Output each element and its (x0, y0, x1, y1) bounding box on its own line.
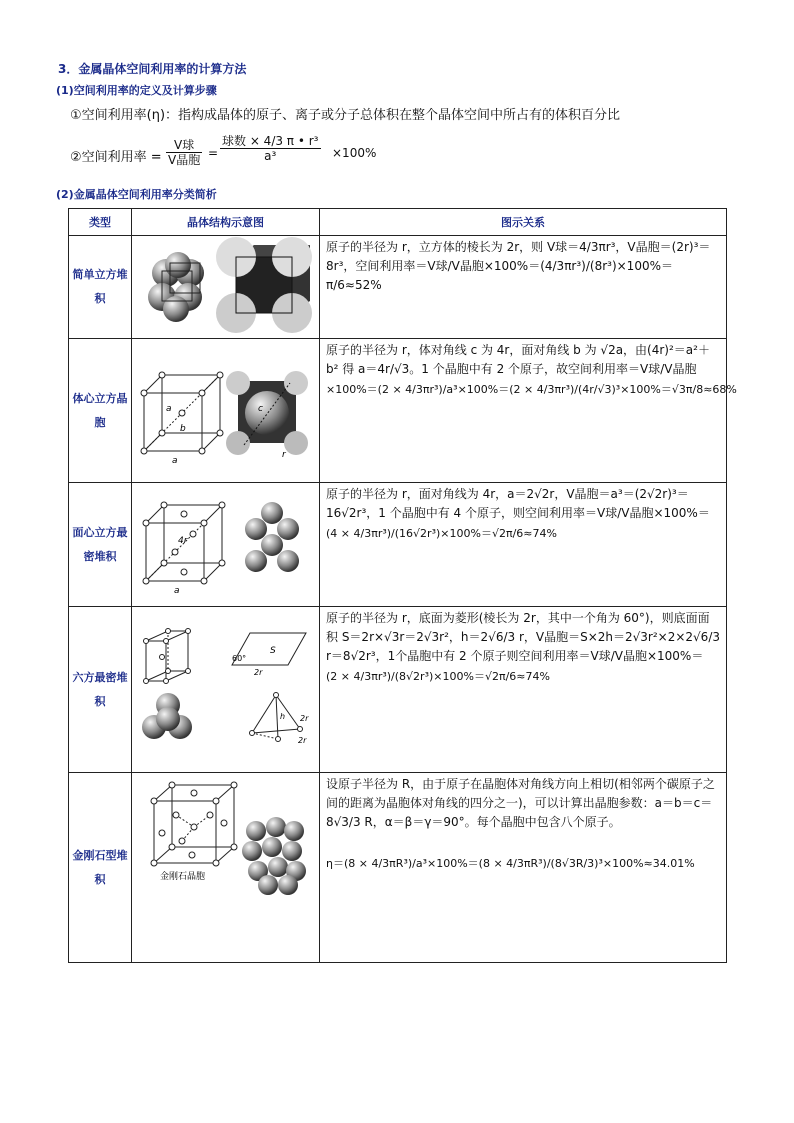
type-label: 简单立方堆积 (72, 268, 128, 305)
structure-cell (132, 607, 320, 773)
relation-cell (320, 773, 727, 963)
label-h: h (280, 711, 286, 721)
structure-cell (132, 339, 320, 483)
formula-fraction-2 (220, 134, 321, 163)
relation-cell (320, 607, 727, 773)
bcc-sphere-icon (226, 371, 308, 455)
type-label: 面心立方最密堆积 (72, 525, 128, 563)
subsection-analysis: (2)金属晶体空间利用率分类简析 (56, 188, 217, 201)
relation-text: 设原子半径为 R，由于原子在晶胞体对角线方向上相切(相邻两个碳原子之间的距离为晶胞体对角线的四分之一)，可以计算出晶胞参数：a＝b＝c＝8√3/3 R，α＝β＝γ＝90°。每个晶胞中包含八个原子。 (326, 777, 715, 829)
relation-cell (320, 339, 737, 483)
label-2r: 2r (254, 667, 263, 677)
structure-cell (132, 483, 320, 607)
fcc-sphere-icon (245, 502, 299, 572)
sphere-icon (163, 296, 189, 322)
type-label: 体心立方晶胞 (72, 391, 128, 429)
hcp-sphere-icon (142, 693, 192, 739)
structure-cell (132, 773, 320, 963)
relation-calc: (4 × 4/3πr³)/(16√2r³)×100%＝√2π/6≈74% (326, 527, 557, 540)
table-header-row (69, 209, 727, 236)
formula-tail: ×100% (332, 146, 377, 160)
diamond-sphere-icon (242, 817, 306, 895)
type-cell (69, 236, 132, 339)
simple-cubic-figure (132, 237, 318, 337)
relation-text: 原子的半径为 r，面对角线为 4r，a＝2√2r，V晶胞＝a³＝(2√2r)³＝16√2r³，1 个晶胞中有 4 个原子，则空间利用率＝V球/V晶胞×100%＝ (326, 487, 710, 520)
type-cell (69, 483, 132, 607)
diamond-figure (132, 775, 318, 961)
subsection-definition: (1)空间利用率的定义及计算步骤 (56, 84, 217, 97)
label-4r: 4r (178, 535, 188, 546)
formula-fraction-1 (166, 138, 202, 167)
type-label: 六方最密堆积 (72, 670, 128, 708)
label-a: a (166, 403, 172, 414)
relation-calc: (2 × 4/3πr³)/(8√2r³)×100%＝√2π/6≈74% (326, 670, 550, 683)
table-row (69, 773, 727, 963)
fcc-figure (132, 485, 318, 605)
label-r: r (282, 449, 286, 460)
relation-cell (320, 483, 727, 607)
table-row (69, 339, 727, 483)
label-a: a (174, 585, 180, 596)
formula-label: ②空间利用率 = (70, 150, 162, 165)
structure-cell (132, 236, 320, 339)
cube-corner-icon (216, 237, 312, 333)
label-c: c (258, 403, 263, 414)
relation-text: 原子的半径为 r，立方体的棱长为 2r，则 V球＝4/3πr³，V晶胞＝(2r)³＝8r³，空间利用率＝V球/V晶胞×100%＝(4/3πr³)/(8r³)×100%＝π/6≈52% (326, 240, 711, 292)
header-type: 类型 (69, 209, 132, 236)
type-cell (69, 339, 132, 483)
relation-calc: ×100%＝(2 × 4/3πr³)/a³×100%＝(2 × 4/3πr³)/(4r/√3)³×100%＝√3π/8≈68% (326, 383, 737, 396)
type-cell (69, 773, 132, 963)
type-label: 金刚石型堆积 (72, 848, 128, 886)
type-cell (69, 607, 132, 773)
relation-cell (320, 236, 727, 339)
relation-text: 原子的半径为 r，底面为菱形(棱长为 2r，其中一个角为 60°)，则底面面积 S＝2r×√3r＝2√3r²，h＝2√6/3 r，V晶胞＝S×2h＝2√3r²×2×2√6/3 r＝8√2r³，1个晶胞中有 2 个原子则空间利用率＝V球/V晶胞×100%＝ (326, 611, 720, 663)
formula-den1: V晶胞 (168, 153, 201, 167)
header-relation: 图示关系 (320, 209, 727, 236)
relation-calc: η＝(8 × 4/3πR³)/a³×100%＝(8 × 4/3πR³)/(8√3R/3)³×100%≈34.01% (326, 857, 695, 870)
utilization-formula (70, 132, 377, 178)
bcc-figure (132, 341, 318, 481)
relation-text: 原子的半径为 r，体对角线 c 为 4r，面对角线 b 为 √2a，由(4r)²＝a²＋b² 得 a＝4r/√3。1 个晶胞中有 2 个原子，故空间利用率＝V球/V晶胞 (326, 343, 710, 376)
label-60: 60° (232, 653, 247, 663)
diamond-caption: 金刚石晶胞 (160, 871, 206, 882)
formula-eq: = (208, 146, 219, 160)
label-2r-b: 2r (300, 713, 309, 723)
crystal-table (68, 208, 737, 963)
formula-num2: 球数 × 4/3 π • r³ (222, 134, 319, 148)
definition-line: ①空间利用率(η)：指构成晶体的原子、离子或分子总体积在整个晶体空间中所占有的体积百分比 (70, 108, 621, 123)
label-a2: a (172, 455, 178, 466)
label-2r-c: 2r (298, 735, 307, 745)
table-row (69, 483, 727, 607)
label-S: S (270, 645, 276, 656)
header-structure: 晶体结构示意图 (132, 209, 320, 236)
formula-num1: V球 (166, 138, 202, 153)
table-row (69, 607, 727, 773)
formula-den2: a³ (264, 149, 277, 163)
table-row (69, 236, 727, 339)
sphere-icon (165, 252, 191, 278)
label-b: b (180, 423, 186, 434)
section-heading: 3．金属晶体空间利用率的计算方法 (58, 62, 247, 76)
hcp-figure (132, 609, 318, 771)
tetrahedron-icon (250, 692, 303, 741)
